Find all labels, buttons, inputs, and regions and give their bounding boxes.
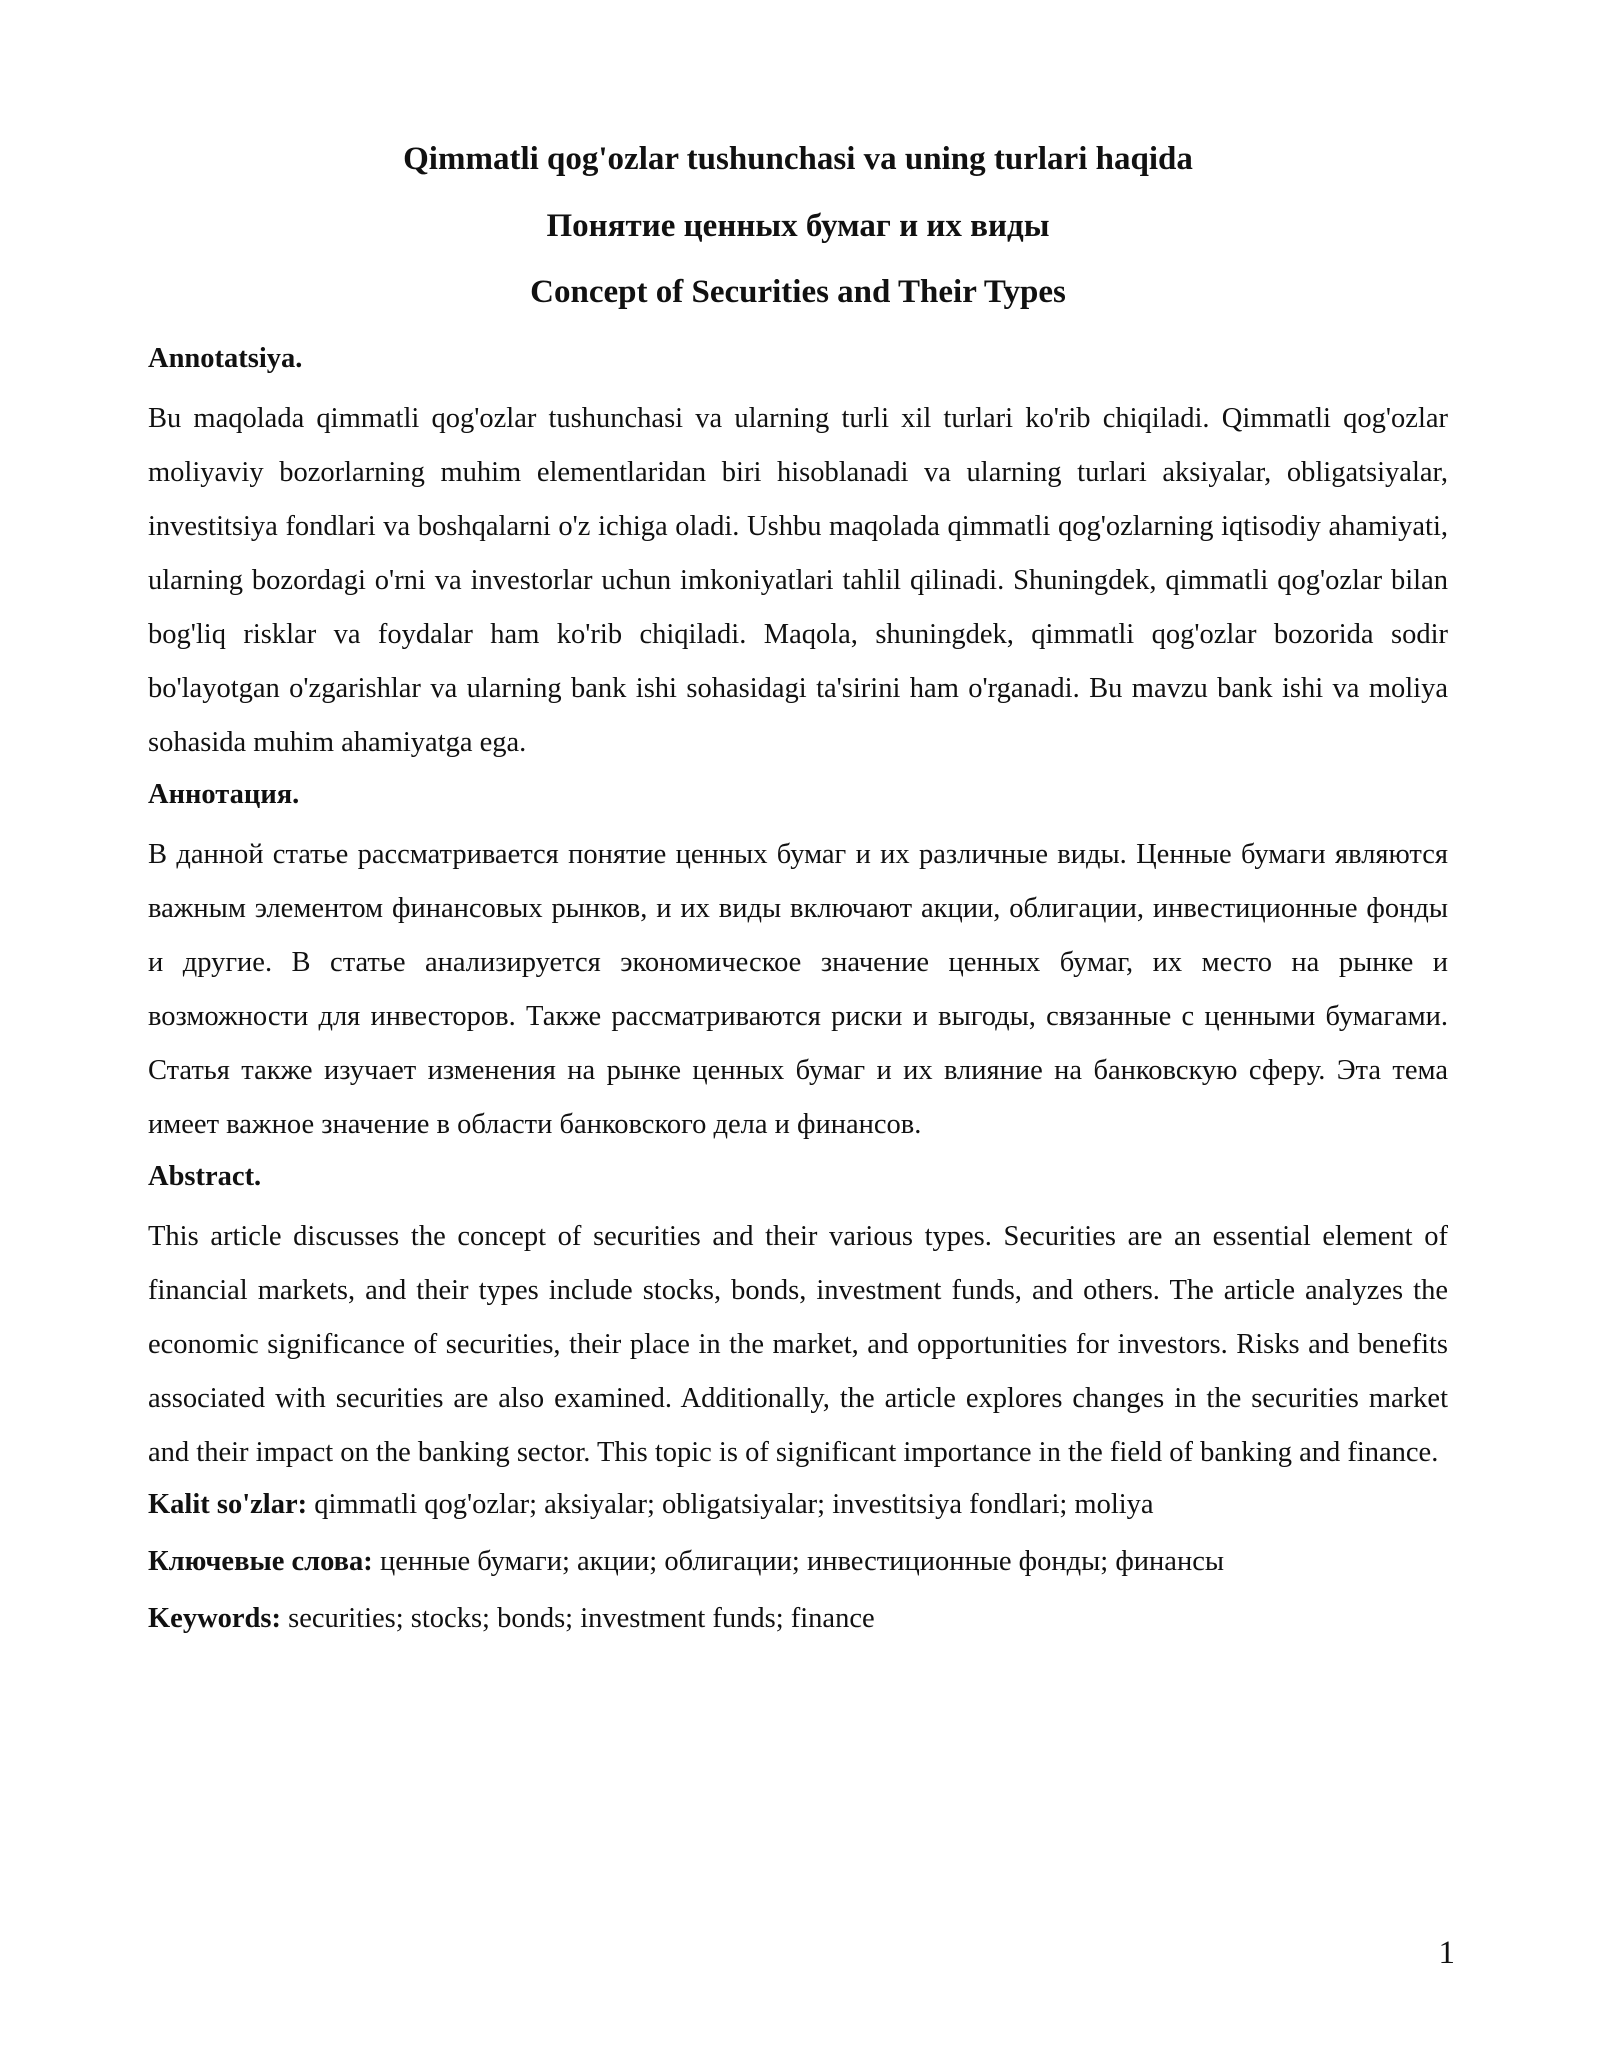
- page-number: 1: [1438, 1935, 1455, 1971]
- abstract-russian-heading: Аннотация.: [148, 778, 300, 810]
- abstract-russian-text: В данной статье рассматривается понятие ценных бумаг и их различные виды. Ценные бумаги являются важным элементом финансовых рынков, и их виды включают акции, облигации, инвестиционные фонды и другие. В статье анализируется экономическое значение ценных бумаг, их место на рынке и возможности для инвесторов. Также рассматриваются риски и выгоды, связанные с ценными бумагами. Статья также изучает изменения на рынке ценных бумаг и их влияние на банковскую сферу. Эта тема имеет важное значение в области банковского дела и финансов.: [148, 838, 1448, 1140]
- abstract-english-heading: Abstract.: [148, 1160, 262, 1192]
- keywords-russian: [148, 1543, 1448, 1580]
- abstract-english-text: This article discusses the concept of securities and their various types. Securities are an essential element of financial markets, and their types include stocks, bonds, investment funds, and others. The article analyzes the economic significance of securities, their place in the market, and opportunities for investors. Risks and benefits associated with securities are also examined. Additionally, the article explores changes in the securities market and their impact on the banking sector. This topic is of significant importance in the field of banking and finance.: [148, 1220, 1448, 1468]
- abstract-english-section: [148, 1158, 1448, 1480]
- abstract-uzbek-text: Bu maqolada qimmatli qog'ozlar tushunchasi va ularning turli xil turlari ko'rib chiqiladi. Qimmatli qog'ozlar moliyaviy bozorlarning muhim elementlaridan biri hisoblanadi va ularning turlari aksiyalar, obligatsiyalar, investitsiya fondlari va boshqalarni o'z ichiga oladi. Ushbu maqolada qimmatli qog'ozlarning iqtisodiy ahamiyati, ularning bozordagi o'rni va investorlar uchun imkoniyatlari tahlil qilinadi. Shuningdek, qimmatli qog'ozlar bilan bog'liq risklar va foydalar ham ko'rib chiqiladi. Maqola, shuningdek, qimmatli qog'ozlar bozorida sodir bo'layotgan o'zgarishlar va ularning bank ishi sohasidagi ta'sirini ham o'rganadi. Bu mavzu bank ishi va moliya sohasida muhim ahamiyatga ega.: [148, 402, 1448, 758]
- keywords-russian-label: Ключевые слова:: [148, 1545, 373, 1577]
- abstract-uzbek-heading: Annotatsiya.: [148, 342, 303, 374]
- keywords-russian-text: ценные бумаги; акции; облигации; инвестиционные фонды; финансы: [372, 1545, 1224, 1577]
- title-english: Concept of Securities and Their Types: [530, 274, 1066, 311]
- keywords-english-text: securities; stocks; bonds; investment funds; finance: [280, 1603, 875, 1635]
- document-page: [148, 140, 1448, 1657]
- keywords-english: [148, 1600, 1448, 1637]
- keywords-uzbek: [148, 1486, 1448, 1523]
- title-russian: Понятие ценных бумаг и их виды: [546, 207, 1050, 244]
- keywords-uzbek-label: Kalit so'zlar:: [148, 1488, 308, 1520]
- keywords-uzbek-text: qimmatli qog'ozlar; aksiyalar; obligatsiyalar; investitsiya fondlari; moliya: [307, 1488, 1154, 1520]
- keywords-english-label: Keywords:: [148, 1603, 281, 1635]
- abstract-russian-section: [148, 776, 1448, 1152]
- abstract-uzbek-section: [148, 340, 1448, 770]
- title-uzbek: Qimmatli qog'ozlar tushunchasi va uning turlari haqida: [403, 141, 1193, 177]
